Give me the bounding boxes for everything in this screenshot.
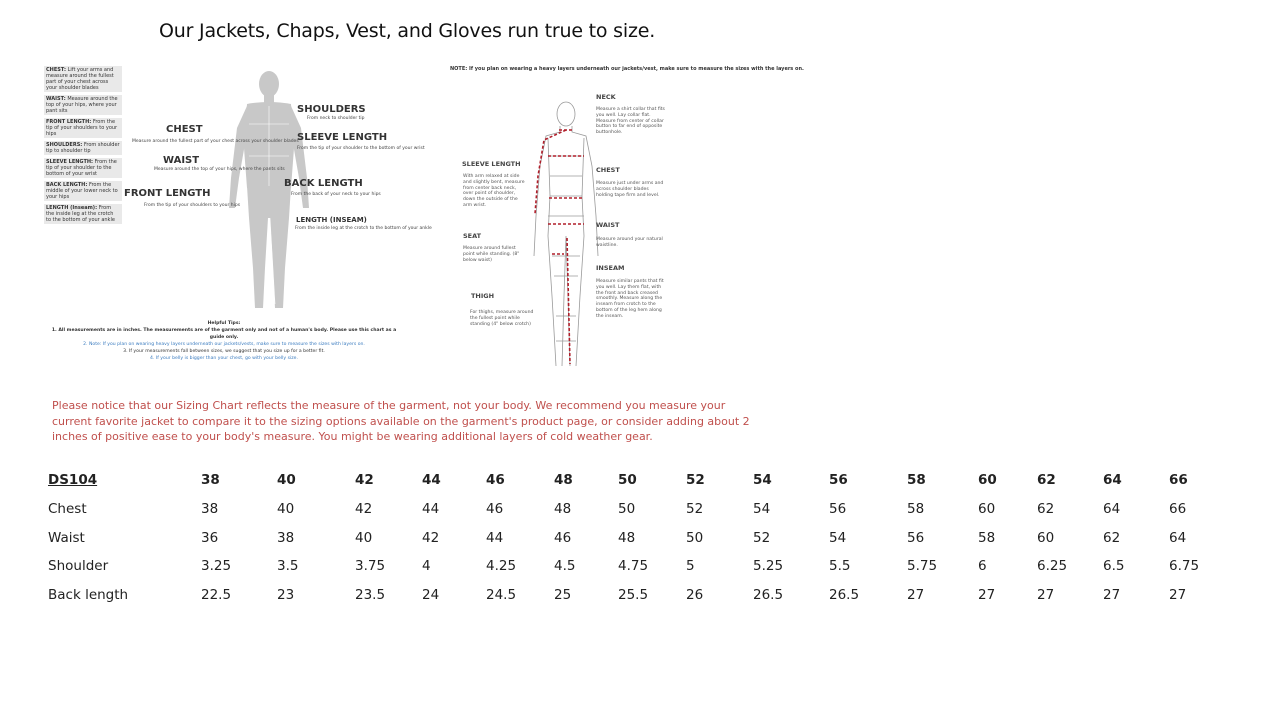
table-cell: 44: [422, 501, 440, 518]
table-cell: 5.75: [907, 558, 938, 575]
label-sleeve-length-right-sub: With arm relaxed at side and slightly bent, measure from center back neck, over point of shoulder, down the outside of the arm wrist.: [463, 174, 525, 208]
label-seat-sub: Measure around fullest point while standing. (8" below waist): [463, 246, 520, 263]
table-cell: 62: [1103, 529, 1121, 546]
size-table-body: [48, 495, 1199, 610]
table-cell: 23: [277, 587, 295, 604]
layers-note: NOTE: If you plan on wearing a heavy layers underneath our jackets/vest, make sure to measure the sizes with the layers on.: [450, 66, 804, 72]
sizing-notice: Please notice that our Sizing Chart reflects the measure of the garment, not your body. We recommend you measure your current favorite jacket to compare it to the sizing options available on the garment's product page, or consider adding about 2 inches of positive ease to your body's measure. You might be wearing additional layers of cold weather gear.: [52, 399, 750, 443]
label-neck: NECK: [596, 93, 616, 101]
label-chest-right-sub: Measure just under arms and across shoulder blades holding tape firm and level.: [596, 181, 664, 198]
size-header-cell: 40: [277, 472, 296, 489]
size-header-cell: 64: [1103, 472, 1122, 489]
table-cell: 42: [355, 501, 373, 518]
table-cell: 48: [554, 501, 572, 518]
table-cell: 46: [486, 501, 504, 518]
label-waist: WAIST: [163, 155, 200, 166]
tip-3: 3. If your measurements fall between sizes, we suggest that you size up for a better fit.: [123, 349, 325, 354]
label-inseam-right-sub: Measure similar pants that fit you well. Lay them flat, with the front and back creased smoothly. Measure along the inseam from crotch to the bottom of the leg hem along the inseam.: [596, 279, 664, 319]
table-cell: 27: [1169, 587, 1187, 604]
size-header-cell: 42: [355, 472, 374, 489]
definition-waist: WAIST: Measure around the top of your hips, where your pant sits: [44, 95, 122, 115]
table-cell: 6: [978, 558, 987, 575]
table-cell: 5.5: [829, 558, 851, 575]
helpful-tips: [44, 320, 404, 362]
definitions-list: [44, 66, 122, 227]
size-header-cell: 52: [686, 472, 705, 489]
table-cell: 3.25: [201, 558, 232, 575]
size-header-cell: 48: [554, 472, 573, 489]
table-cell: 52: [686, 501, 704, 518]
table-row: [48, 523, 1199, 552]
size-header-cell: 44: [422, 472, 441, 489]
label-inseam-right: INSEAM: [596, 264, 625, 272]
table-cell: 27: [978, 587, 996, 604]
label-front-length: FRONT LENGTH: [124, 188, 211, 199]
size-header-cell: 54: [753, 472, 772, 489]
table-cell: 5: [686, 558, 695, 575]
table-cell: 6.5: [1103, 558, 1125, 575]
definition-back-length: BACK LENGTH: From the middle of your lower neck to your hips: [44, 181, 122, 201]
table-cell: 4.5: [554, 558, 576, 575]
table-cell: 56: [829, 501, 847, 518]
tip-1: 1. All measurements are in inches. The measurements are of the garment only and not of a human's body. Please use this chart as a guide only.: [51, 328, 397, 340]
label-thigh: THIGH: [471, 292, 495, 300]
tip-2: 2. Note: If you plan on wearing heavy layers underneath our jackets/vests, make sure to measure the sizes with layers on.: [83, 342, 365, 347]
table-cell: 26: [686, 587, 704, 604]
table-cell: 40: [277, 501, 295, 518]
table-cell: 36: [201, 529, 219, 546]
size-table: [48, 466, 1199, 609]
label-back-length: BACK LENGTH: [284, 178, 363, 189]
label-inseam: LENGTH (INSEAM): [296, 216, 367, 224]
label-neck-sub: Measure a shirt collar that fits you well. Lay collar flat. Measure from center of collar button to far end of opposite buttonhole.: [596, 107, 665, 136]
table-cell: 27: [1103, 587, 1121, 604]
size-header-cell: 56: [829, 472, 848, 489]
table-cell: 4.75: [618, 558, 649, 575]
table-cell: 24.5: [486, 587, 517, 604]
label-sleeve-length-right: SLEEVE LENGTH: [462, 160, 521, 168]
size-header-cell: 38: [201, 472, 220, 489]
table-cell: 23.5: [355, 587, 386, 604]
table-cell: 26.5: [829, 587, 860, 604]
table-cell: 26.5: [753, 587, 784, 604]
table-cell: 6.25: [1037, 558, 1068, 575]
table-cell: 27: [1037, 587, 1055, 604]
table-cell: 27: [907, 587, 925, 604]
table-cell: 3.5: [277, 558, 299, 575]
label-waist-right-sub: Measure around your natural waistline.: [596, 237, 663, 248]
label-inseam-sub: From the inside leg at the crotch to the bottom of your ankle: [295, 226, 432, 231]
table-cell: 52: [753, 529, 771, 546]
table-cell: 46: [554, 529, 572, 546]
left-measurement-chart: [44, 66, 432, 366]
label-front-length-sub: From the tip of your shoulders to your hips: [144, 203, 241, 208]
row-label: Shoulder: [48, 558, 109, 575]
size-header-cell: 58: [907, 472, 926, 489]
definition-shoulders: SHOULDERS: From shoulder tip to shoulder tip: [44, 141, 122, 155]
table-cell: 66: [1169, 501, 1187, 518]
size-header-row: [48, 466, 1199, 495]
table-row: [48, 581, 1199, 610]
table-row: [48, 552, 1199, 581]
table-cell: 6.75: [1169, 558, 1200, 575]
tips-title: Helpful Tips:: [207, 321, 241, 326]
size-header-cell: 50: [618, 472, 637, 489]
table-row: [48, 495, 1199, 524]
table-cell: 22.5: [201, 587, 232, 604]
body-diagram-icon: [526, 96, 606, 378]
label-chest-sub: Measure around the fullest part of your chest across your shoulder blades: [132, 139, 299, 144]
table-cell: 54: [829, 529, 847, 546]
definition-inseam: LENGTH (Inseam): From the inside leg at the crotch to the bottom of your ankle: [44, 204, 122, 224]
definition-chest: CHEST: Lift your arms and measure around the fullest part of your chest across your shoulder blades: [44, 66, 122, 92]
table-cell: 60: [978, 501, 996, 518]
table-cell: 4: [422, 558, 431, 575]
table-cell: 25: [554, 587, 572, 604]
table-cell: 58: [978, 529, 996, 546]
table-cell: 60: [1037, 529, 1055, 546]
tip-4: 4. If your belly is bigger than your chest, go with your belly size.: [150, 356, 298, 361]
model-name: DS104: [48, 472, 98, 489]
table-cell: 48: [618, 529, 636, 546]
table-cell: 3.75: [355, 558, 386, 575]
definition-front-length: FRONT LENGTH: From the tip of your shoulders to your hips: [44, 118, 122, 138]
table-cell: 62: [1037, 501, 1055, 518]
table-cell: 56: [907, 529, 925, 546]
label-seat: SEAT: [463, 232, 482, 240]
label-sleeve-length-sub: From the tip of your shoulder to the bottom of your wrist: [297, 146, 425, 151]
table-cell: 58: [907, 501, 925, 518]
size-header-cell: 60: [978, 472, 997, 489]
table-cell: 64: [1169, 529, 1187, 546]
table-cell: 50: [686, 529, 704, 546]
table-cell: 44: [486, 529, 504, 546]
label-waist-sub: Measure around the top of your hips, where the pants sits: [154, 167, 285, 172]
label-chest: CHEST: [166, 124, 203, 135]
label-shoulders-sub: From neck to shoulder tip: [307, 116, 365, 121]
table-cell: 64: [1103, 501, 1121, 518]
page-heading: Our Jackets, Chaps, Vest, and Gloves run true to size.: [159, 20, 656, 42]
row-label: Waist: [48, 529, 85, 546]
label-shoulders: SHOULDERS: [297, 104, 366, 115]
right-measurement-chart: [448, 62, 804, 380]
row-label: Back length: [48, 587, 129, 604]
table-cell: 38: [201, 501, 219, 518]
definition-sleeve-length: SLEEVE LENGTH: From the tip of your shoulder to the bottom of your wrist: [44, 158, 122, 178]
table-cell: 40: [355, 529, 373, 546]
row-label: Chest: [48, 501, 87, 518]
label-chest-right: CHEST: [596, 166, 620, 174]
size-header-cell: 62: [1037, 472, 1056, 489]
label-thigh-sub: For thighs, measure around the fullest point while standing (4" below crotch): [470, 310, 534, 327]
table-cell: 24: [422, 587, 440, 604]
size-header-cell: 66: [1169, 472, 1188, 489]
table-cell: 54: [753, 501, 771, 518]
table-cell: 25.5: [618, 587, 649, 604]
table-cell: 42: [422, 529, 440, 546]
label-sleeve-length: SLEEVE LENGTH: [297, 132, 388, 143]
table-cell: 50: [618, 501, 636, 518]
label-waist-right: WAIST: [596, 221, 620, 229]
table-cell: 38: [277, 529, 295, 546]
size-header-cell: 46: [486, 472, 505, 489]
table-cell: 4.25: [486, 558, 517, 575]
table-cell: 5.25: [753, 558, 784, 575]
label-back-length-sub: From the back of your neck to your hips: [291, 192, 381, 197]
